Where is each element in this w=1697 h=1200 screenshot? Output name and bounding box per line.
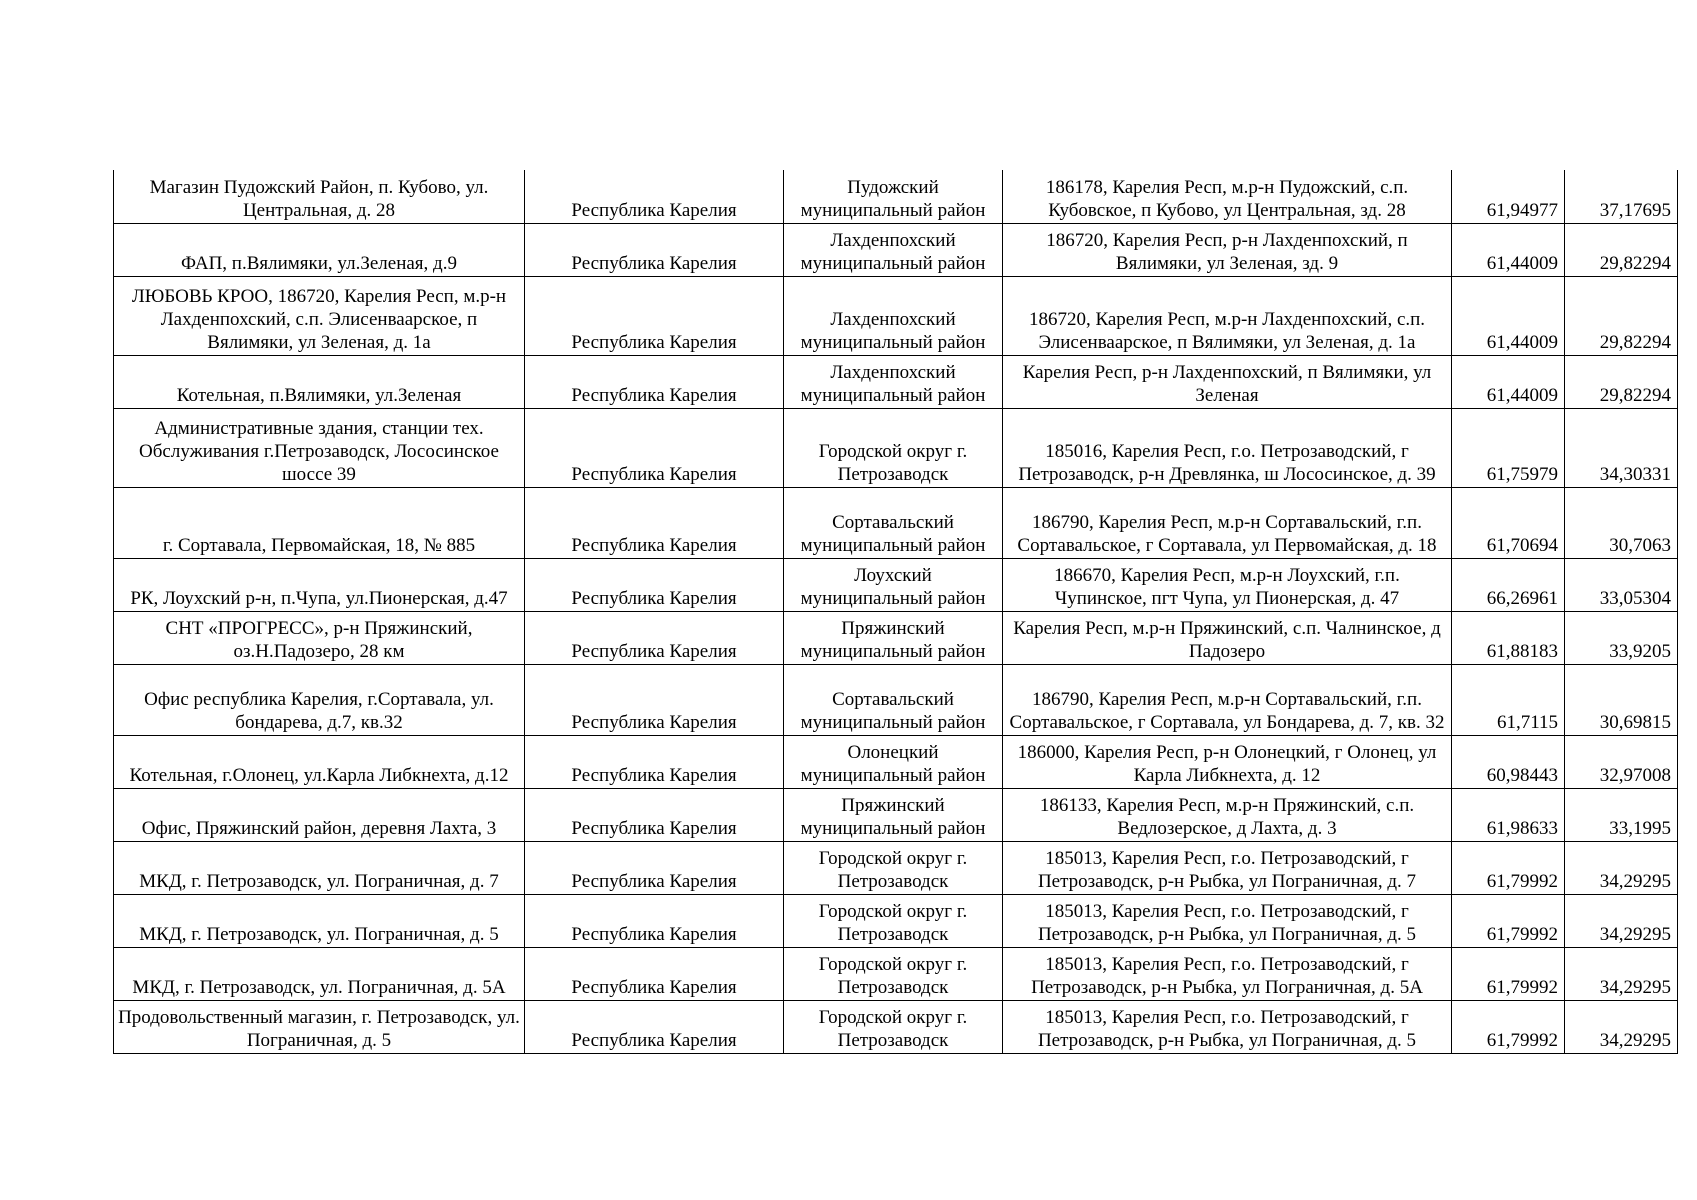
municipality-cell: Лахденпохский муниципальный район — [784, 276, 1003, 355]
region-cell: Республика Карелия — [525, 558, 784, 611]
longitude-cell: 33,1995 — [1565, 788, 1678, 841]
table-row — [114, 276, 1678, 355]
municipality-cell: Сортавальский муниципальный район — [784, 664, 1003, 735]
longitude-cell: 30,7063 — [1565, 487, 1678, 558]
objects-table — [113, 170, 1678, 1054]
table-row — [114, 611, 1678, 664]
region-cell: Республика Карелия — [525, 276, 784, 355]
object-name-cell: Котельная, п.Вялимяки, ул.Зеленая — [114, 355, 525, 408]
region-cell: Республика Карелия — [525, 894, 784, 947]
table-row — [114, 408, 1678, 487]
municipality-cell: Пудожский муниципальный район — [784, 170, 1003, 223]
table-row — [114, 1000, 1678, 1053]
municipality-cell: Олонецкий муниципальный район — [784, 735, 1003, 788]
region-cell: Республика Карелия — [525, 223, 784, 276]
table-row — [114, 223, 1678, 276]
longitude-cell: 29,82294 — [1565, 276, 1678, 355]
region-cell: Республика Карелия — [525, 487, 784, 558]
latitude-cell: 61,7115 — [1452, 664, 1565, 735]
address-cell: Карелия Респ, р-н Лахденпохский, п Вялимяки, ул Зеленая — [1003, 355, 1452, 408]
municipality-cell: Лахденпохский муниципальный район — [784, 223, 1003, 276]
table-row — [114, 788, 1678, 841]
region-cell: Республика Карелия — [525, 1000, 784, 1053]
latitude-cell: 61,75979 — [1452, 408, 1565, 487]
region-cell: Республика Карелия — [525, 355, 784, 408]
object-name-cell: Офис, Пряжинский район, деревня Лахта, 3 — [114, 788, 525, 841]
object-name-cell: Продовольственный магазин, г. Петрозаводск, ул. Пограничная, д. 5 — [114, 1000, 525, 1053]
latitude-cell: 61,44009 — [1452, 355, 1565, 408]
table-body — [114, 170, 1678, 1053]
longitude-cell: 34,30331 — [1565, 408, 1678, 487]
municipality-cell: Лоухский муниципальный район — [784, 558, 1003, 611]
table-row — [114, 487, 1678, 558]
longitude-cell: 32,97008 — [1565, 735, 1678, 788]
table-row — [114, 355, 1678, 408]
object-name-cell: СНТ «ПРОГРЕСС», р-н Пряжинский, оз.Н.Падозеро, 28 км — [114, 611, 525, 664]
longitude-cell: 29,82294 — [1565, 223, 1678, 276]
object-name-cell: МКД, г. Петрозаводск, ул. Пограничная, д. 5 — [114, 894, 525, 947]
object-name-cell: Котельная, г.Олонец, ул.Карла Либкнехта, д.12 — [114, 735, 525, 788]
municipality-cell: Городской округ г. Петрозаводск — [784, 894, 1003, 947]
longitude-cell: 30,69815 — [1565, 664, 1678, 735]
latitude-cell: 61,79992 — [1452, 947, 1565, 1000]
object-name-cell: Административные здания, станции тех. Обслуживания г.Петрозаводск, Лососинское шоссе 39 — [114, 408, 525, 487]
object-name-cell: ФАП, п.Вялимяки, ул.Зеленая, д.9 — [114, 223, 525, 276]
longitude-cell: 34,29295 — [1565, 841, 1678, 894]
latitude-cell: 66,26961 — [1452, 558, 1565, 611]
address-cell: 185016, Карелия Респ, г.о. Петрозаводский, г Петрозаводск, р-н Древлянка, ш Лососинское, д. 39 — [1003, 408, 1452, 487]
address-cell: 186178, Карелия Респ, м.р-н Пудожский, с.п. Кубовское, п Кубово, ул Центральная, зд. 28 — [1003, 170, 1452, 223]
region-cell: Республика Карелия — [525, 788, 784, 841]
object-name-cell: ЛЮБОВЬ КРОО, 186720, Карелия Респ, м.р-н Лахденпохский, с.п. Элисенваарское, п Вялимяки, ул Зеленая, д. 1а — [114, 276, 525, 355]
object-name-cell: МКД, г. Петрозаводск, ул. Пограничная, д. 7 — [114, 841, 525, 894]
longitude-cell: 34,29295 — [1565, 894, 1678, 947]
municipality-cell: Пряжинский муниципальный район — [784, 788, 1003, 841]
table-row — [114, 735, 1678, 788]
object-name-cell: Офис республика Карелия, г.Сортавала, ул. бондарева, д.7, кв.32 — [114, 664, 525, 735]
table-row — [114, 558, 1678, 611]
longitude-cell: 37,17695 — [1565, 170, 1678, 223]
region-cell: Республика Карелия — [525, 735, 784, 788]
municipality-cell: Городской округ г. Петрозаводск — [784, 1000, 1003, 1053]
municipality-cell: Городской округ г. Петрозаводск — [784, 841, 1003, 894]
region-cell: Республика Карелия — [525, 947, 784, 1000]
table-row — [114, 664, 1678, 735]
latitude-cell: 61,94977 — [1452, 170, 1565, 223]
table-row — [114, 947, 1678, 1000]
longitude-cell: 29,82294 — [1565, 355, 1678, 408]
latitude-cell: 61,98633 — [1452, 788, 1565, 841]
latitude-cell: 61,44009 — [1452, 276, 1565, 355]
municipality-cell: Городской округ г. Петрозаводск — [784, 408, 1003, 487]
latitude-cell: 61,44009 — [1452, 223, 1565, 276]
address-cell: 185013, Карелия Респ, г.о. Петрозаводский, г Петрозаводск, р-н Рыбка, ул Пограничная, д. 5 — [1003, 1000, 1452, 1053]
address-cell: 186133, Карелия Респ, м.р-н Пряжинский, с.п. Ведлозерское, д Лахта, д. 3 — [1003, 788, 1452, 841]
longitude-cell: 34,29295 — [1565, 1000, 1678, 1053]
address-cell: 185013, Карелия Респ, г.о. Петрозаводский, г Петрозаводск, р-н Рыбка, ул Пограничная, д. 7 — [1003, 841, 1452, 894]
latitude-cell: 61,79992 — [1452, 841, 1565, 894]
region-cell: Республика Карелия — [525, 611, 784, 664]
region-cell: Республика Карелия — [525, 408, 784, 487]
address-cell: 185013, Карелия Респ, г.о. Петрозаводский, г Петрозаводск, р-н Рыбка, ул Пограничная, д. 5 — [1003, 894, 1452, 947]
municipality-cell: Сортавальский муниципальный район — [784, 487, 1003, 558]
object-name-cell: МКД, г. Петрозаводск, ул. Пограничная, д. 5А — [114, 947, 525, 1000]
table-row — [114, 894, 1678, 947]
longitude-cell: 34,29295 — [1565, 947, 1678, 1000]
address-cell: 186790, Карелия Респ, м.р-н Сортавальский, г.п. Сортавальское, г Сортавала, ул Бондарева, д. 7, кв. 32 — [1003, 664, 1452, 735]
municipality-cell: Пряжинский муниципальный район — [784, 611, 1003, 664]
region-cell: Республика Карелия — [525, 841, 784, 894]
address-cell: 186790, Карелия Респ, м.р-н Сортавальский, г.п. Сортавальское, г Сортавала, ул Первомайская, д. 18 — [1003, 487, 1452, 558]
region-cell: Республика Карелия — [525, 170, 784, 223]
latitude-cell: 61,79992 — [1452, 894, 1565, 947]
municipality-cell: Лахденпохский муниципальный район — [784, 355, 1003, 408]
table-row — [114, 841, 1678, 894]
region-cell: Республика Карелия — [525, 664, 784, 735]
address-cell: 186720, Карелия Респ, м.р-н Лахденпохский, с.п. Элисенваарское, п Вялимяки, ул Зеленая, д. 1а — [1003, 276, 1452, 355]
latitude-cell: 61,79992 — [1452, 1000, 1565, 1053]
longitude-cell: 33,9205 — [1565, 611, 1678, 664]
address-cell: 186670, Карелия Респ, м.р-н Лоухский, г.п. Чупинское, пгт Чупа, ул Пионерская, д. 47 — [1003, 558, 1452, 611]
object-name-cell: РК, Лоухский р-н, п.Чупа, ул.Пионерская, д.47 — [114, 558, 525, 611]
address-cell: 185013, Карелия Респ, г.о. Петрозаводский, г Петрозаводск, р-н Рыбка, ул Пограничная, д. 5А — [1003, 947, 1452, 1000]
table-row — [114, 170, 1678, 223]
address-cell: 186000, Карелия Респ, р-н Олонецкий, г Олонец, ул Карла Либкнехта, д. 12 — [1003, 735, 1452, 788]
address-cell: Карелия Респ, м.р-н Пряжинский, с.п. Чалнинское, д Падозеро — [1003, 611, 1452, 664]
object-name-cell: Магазин Пудожский Район, п. Кубово, ул. Центральная, д. 28 — [114, 170, 525, 223]
address-cell: 186720, Карелия Респ, р-н Лахденпохский, п Вялимяки, ул Зеленая, зд. 9 — [1003, 223, 1452, 276]
latitude-cell: 61,70694 — [1452, 487, 1565, 558]
latitude-cell: 61,88183 — [1452, 611, 1565, 664]
latitude-cell: 60,98443 — [1452, 735, 1565, 788]
municipality-cell: Городской округ г. Петрозаводск — [784, 947, 1003, 1000]
longitude-cell: 33,05304 — [1565, 558, 1678, 611]
object-name-cell: г. Сортавала, Первомайская, 18, № 885 — [114, 487, 525, 558]
